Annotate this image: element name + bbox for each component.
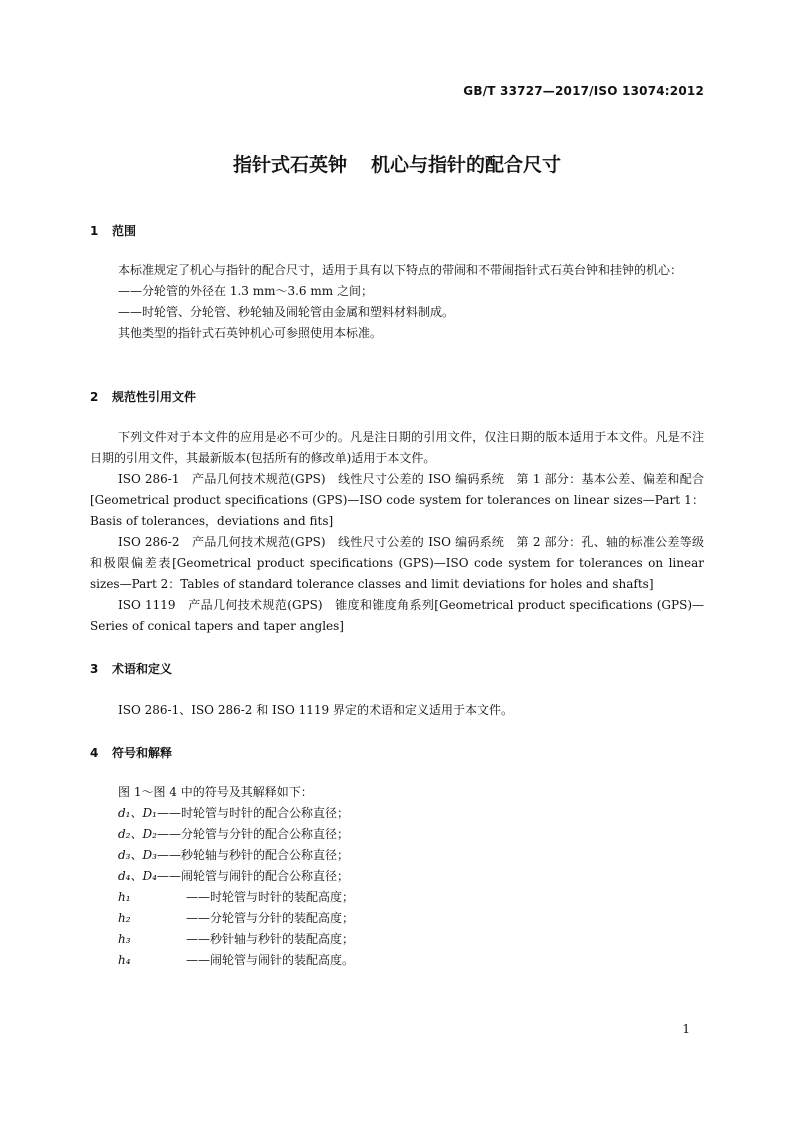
section-3-body bbox=[90, 700, 704, 721]
symbol-description: ——分轮管与分针的配合公称直径； bbox=[156, 827, 349, 841]
symbol-row bbox=[118, 803, 678, 824]
section-number: 4 bbox=[90, 746, 99, 760]
document-title bbox=[0, 150, 794, 177]
paragraph: 本标准规定了机心与指针的配合尺寸，适用于具有以下特点的带闹和不带闹指针式石英台钟和挂钟的机心： bbox=[118, 263, 683, 277]
symbol-key: d₄、D₄ bbox=[118, 869, 157, 883]
section-2-body bbox=[90, 427, 704, 637]
reference-item: ISO 286-2 产品几何技术规范(GPS) 线性尺寸公差的 ISO 编码系统 第 2 部分：孔、轴的标准公差等级和极限偏差表[Geometrical product specifications (GPS)—ISO code system for tolerances on linear sizes—Part 2：Tables of standard tolerance classes and limit deviations for holes and shafts] bbox=[90, 535, 704, 591]
symbol-description: ——秒针轴与秒针的装配高度； bbox=[186, 932, 355, 946]
symbol-intro: 图 1～图 4 中的符号及其解释如下： bbox=[118, 785, 313, 799]
symbol-key: h₃ bbox=[118, 932, 131, 946]
section-number: 3 bbox=[90, 662, 99, 676]
paragraph: ISO 286-1、ISO 286-2 和 ISO 1119 界定的术语和定义适用于本文件。 bbox=[118, 703, 514, 717]
section-title: 符号和解释 bbox=[112, 746, 173, 760]
symbol-row bbox=[118, 950, 678, 971]
section-1-heading bbox=[90, 222, 136, 239]
symbol-list bbox=[118, 782, 678, 971]
symbol-row bbox=[118, 929, 678, 950]
section-title: 范围 bbox=[112, 224, 137, 238]
symbol-description: ——闹轮管与闹针的配合公称直径； bbox=[156, 869, 349, 883]
section-number: 2 bbox=[90, 390, 99, 404]
page-number: 1 bbox=[682, 1022, 690, 1036]
symbol-key: h₂ bbox=[118, 911, 131, 925]
paragraph: 其他类型的指针式石英钟机心可参照使用本标准。 bbox=[118, 326, 383, 340]
section-2-heading bbox=[90, 388, 196, 405]
symbol-row bbox=[118, 824, 678, 845]
title-part-1: 指针式石英钟 bbox=[232, 154, 347, 176]
symbol-key: h₄ bbox=[118, 953, 131, 967]
symbol-key: d₃、D₃ bbox=[118, 848, 157, 862]
section-1-body bbox=[90, 260, 704, 344]
symbol-description: ——时轮管与时针的配合公称直径； bbox=[156, 806, 349, 820]
paragraph: 下列文件对于本文件的应用是必不可少的。凡是注日期的引用文件，仅注日期的版本适用于本文件。凡是不注日期的引用文件，其最新版本(包括所有的修改单)适用于本文件。 bbox=[90, 430, 704, 465]
list-item: ——分轮管的外径在 1.3 mm～3.6 mm 之间； bbox=[118, 284, 373, 298]
section-title: 术语和定义 bbox=[112, 662, 173, 676]
symbol-row bbox=[118, 908, 678, 929]
symbol-row bbox=[118, 845, 678, 866]
symbol-key: h₁ bbox=[118, 890, 131, 904]
title-part-2: 机心与指针的配合尺寸 bbox=[371, 154, 562, 176]
symbol-row bbox=[118, 887, 678, 908]
symbol-key: d₁、D₁ bbox=[118, 806, 157, 820]
symbol-row bbox=[118, 866, 678, 887]
symbol-key: d₂、D₂ bbox=[118, 827, 157, 841]
list-item: ——时轮管、分轮管、秒轮轴及闹轮管由金属和塑料材料制成。 bbox=[118, 305, 455, 319]
standard-number: GB/T 33727—2017/ISO 13074:2012 bbox=[463, 84, 704, 98]
reference-item: ISO 1119 产品几何技术规范(GPS) 锥度和锥度角系列[Geometrical product specifications (GPS)—Series of conical tapers and taper angles] bbox=[90, 598, 704, 633]
section-3-heading bbox=[90, 660, 172, 677]
section-number: 1 bbox=[90, 224, 99, 238]
reference-item: ISO 286-1 产品几何技术规范(GPS) 线性尺寸公差的 ISO 编码系统 第 1 部分：基本公差、偏差和配合[Geometrical product specifications (GPS)—ISO code system for tolerances on linear sizes—Part 1：Basis of tolerances，deviations and fits] bbox=[90, 472, 704, 528]
section-4-heading bbox=[90, 744, 172, 761]
symbol-description: ——时轮管与时针的装配高度； bbox=[186, 890, 355, 904]
symbol-description: ——秒轮轴与秒针的配合公称直径； bbox=[156, 848, 349, 862]
symbol-description: ——分轮管与分针的装配高度； bbox=[186, 911, 355, 925]
symbol-description: ——闹轮管与闹针的装配高度。 bbox=[186, 953, 355, 967]
section-title: 规范性引用文件 bbox=[112, 390, 197, 404]
